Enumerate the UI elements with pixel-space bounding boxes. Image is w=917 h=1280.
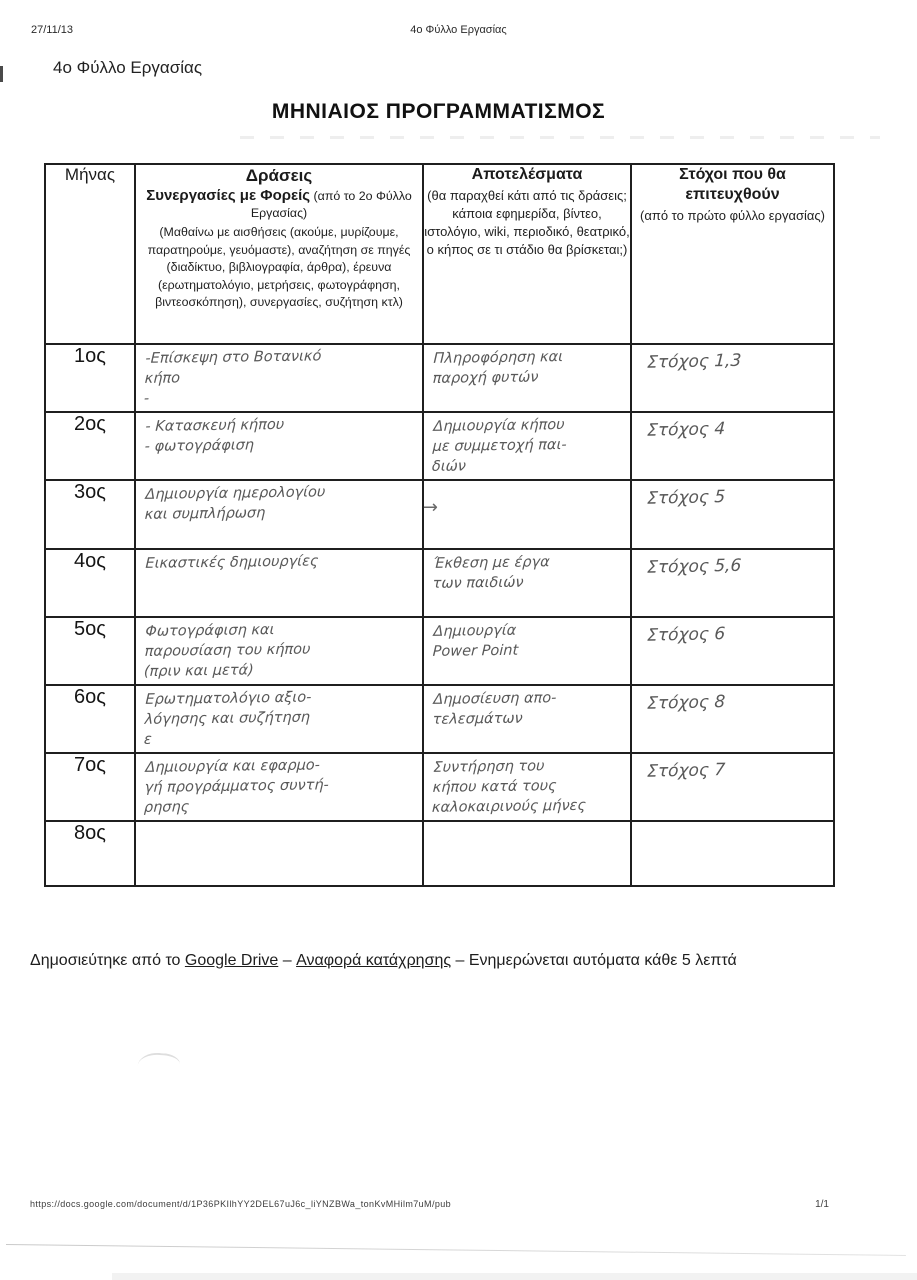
actions-cell [135, 480, 438, 549]
goals-cell [631, 344, 834, 412]
footer-dash-1: – [278, 952, 297, 969]
results-cell [423, 821, 631, 886]
scan-smudge-artifact [240, 136, 880, 139]
goals-header-title: Στόχοι που θα επιτευχθούν [679, 166, 786, 203]
month-label: 3ος [45, 480, 135, 549]
results-header-description: (θα παραχθεί κάτι από τις δράσεις; κάποια εφημερίδα, βίντεο, ιστολόγιο, wiki, περιοδικό, θεατρικό, ο κήπος σε τι στάδιο θα βρίσκεται;) [424, 188, 630, 257]
month-label: 2ος [45, 412, 135, 480]
handwritten-arrow-icon: → [422, 497, 438, 518]
results-cell [423, 617, 631, 685]
scan-edge-mark-artifact [0, 66, 3, 82]
goals-cell [631, 753, 834, 821]
goals-cell [631, 685, 834, 753]
table-row-month-6 [45, 685, 834, 753]
goals-cell [631, 821, 834, 886]
actions-cell [135, 753, 423, 821]
scan-line-artifact [6, 1244, 906, 1256]
handwritten-results: Έκθεση με έργα των παιδιών [432, 554, 550, 592]
handwritten-goals: Στόχος 7 [646, 760, 726, 782]
handwritten-actions: - Κατασκευή κήπου - φωτογράφιση [144, 416, 285, 455]
results-header-title: Αποτελέσματα [471, 166, 583, 183]
month-label: 6ος [45, 685, 135, 753]
goals-header-description: (από το πρώτο φύλλο εργασίας) [640, 208, 825, 223]
print-date: 27/11/13 [31, 24, 74, 36]
main-title: ΜΗΝΙΑΙΟΣ ΠΡΟΓΡΑΜΜΑΤΙΣΜΟΣ [271, 100, 606, 123]
results-cell [423, 753, 631, 821]
handwritten-results: Δημοσίευση απο- τελεσμάτων [432, 690, 557, 728]
google-drive-link[interactable]: Google Drive [184, 952, 279, 969]
actions-header-description: (Μαθαίνω με αισθήσεις (ακούμε, μυρίζουμε, παρατηρούμε, γευόμαστε), αναζήτηση σε πηγές (διαδίκτυο, βιβλιογραφία, άρθρα), έρευνα (ερωτηματολόγιο, μετρήσεις, φωτογράφηση, βιντεοσκόπηση), συνεργασίες, συζήτηση κτλ) [147, 225, 411, 309]
month-label: 5ος [45, 617, 135, 685]
print-header-title: 4ο Φύλλο Εργασίας [410, 24, 507, 36]
table-row-month-4 [45, 549, 834, 617]
handwritten-results [424, 819, 630, 828]
scan-edge-band-artifact [112, 1273, 917, 1280]
footer-dash-2: – [451, 952, 469, 969]
handwritten-actions: Δημιουργία και εφαρμο- γή προγράμματος συντή- ρησης [143, 757, 330, 816]
handwritten-actions: Φωτογράφιση και παρουσίαση του κήπου (πριν και μετά) [143, 622, 311, 680]
actions-cell [135, 617, 423, 685]
handwritten-goals: Στόχος 8 [646, 692, 726, 714]
results-cell [423, 549, 631, 617]
results-cell [423, 412, 631, 480]
handwritten-goals: Στόχος 6 [646, 624, 726, 646]
scan-squiggle-artifact [137, 1052, 180, 1071]
table-row-month-2 [45, 412, 834, 480]
footer-prefix: Δημοσιεύτηκε από το [30, 952, 185, 969]
month-label: 7ος [45, 753, 135, 821]
actions-header-subtitle [136, 187, 422, 222]
month-header-label: Μήνας [64, 165, 116, 184]
col-header-month [45, 164, 135, 344]
actions-header-subtitle-bold: Συνεργασίες με Φορείς [146, 187, 311, 204]
doc-title: 4ο Φύλλο Εργασίας [53, 58, 203, 77]
goals-cell [631, 549, 834, 617]
table-header-row [45, 164, 834, 344]
month-label: 4ος [45, 549, 135, 617]
monthly-planning-table [44, 163, 835, 887]
print-footer [0, 1199, 917, 1213]
actions-cell [135, 344, 423, 412]
month-label: 1ος [45, 344, 135, 412]
footer-suffix: Ενημερώνεται αυτόματα κάθε 5 λεπτά [468, 952, 737, 969]
handwritten-results: Δημιουργία Power Point [432, 622, 519, 660]
col-header-results [423, 164, 631, 344]
actions-header-subtitle-note: (από το 2ο Φύλλο Εργασίας) [250, 189, 412, 220]
goals-cell [631, 480, 834, 549]
month-label: 8ος [45, 821, 135, 886]
source-url: https://docs.google.com/document/d/1P36PKIlhYY2DEL67uJ6c_liYNZBWa_tonKvMHilm7uM/pub [30, 1199, 452, 1209]
goals-cell [631, 412, 834, 480]
results-cell [423, 344, 631, 412]
page-indicator: 1/1 [815, 1199, 829, 1210]
handwritten-actions: -Επίσκεψη στο Βοτανικό κήπο - [143, 348, 322, 407]
abuse-report-link[interactable]: Αναφορά κατάχρησης [296, 952, 452, 969]
actions-cell [135, 685, 423, 753]
results-cell [423, 480, 631, 549]
handwritten-results [424, 478, 630, 487]
results-cell [423, 685, 631, 753]
actions-cell [135, 821, 423, 886]
handwritten-results: Συντήρηση του κήπου κατά τους καλοκαιρινούς μήνες [431, 758, 587, 816]
handwritten-actions: Δημιουργία ημερολογίου και συμπλήρωση [144, 484, 326, 523]
actions-cell [135, 549, 423, 617]
table-row-month-5 [45, 617, 834, 685]
table-row-month-3 [45, 480, 834, 549]
print-header [0, 24, 917, 40]
table-row-month-8 [45, 821, 834, 886]
col-header-actions [135, 164, 423, 344]
table-row-month-7 [45, 753, 834, 821]
publish-footer [30, 948, 830, 974]
table-row-month-1 [45, 344, 834, 412]
col-header-goals [631, 164, 834, 344]
handwritten-goals: Στόχος 5 [646, 487, 726, 509]
handwritten-goals: Στόχος 4 [646, 419, 726, 441]
goals-cell [631, 617, 834, 685]
actions-cell [135, 412, 423, 480]
handwritten-goals: Στόχος 1,3 [646, 350, 742, 373]
handwritten-results: Πληροφόρηση και παροχή φυτών [432, 349, 564, 387]
handwritten-actions: Εικαστικές δημιουργίες [145, 553, 319, 572]
handwritten-goals: Στόχος 5,6 [646, 555, 742, 578]
handwritten-actions: Ερωτηματολόγιο αξιο- λόγησης και συζήτηση ε [143, 689, 312, 748]
actions-header-title: Δράσεις [245, 166, 313, 185]
handwritten-results: Δημιουργία κήπου με συμμετοχή παι- διών [431, 417, 567, 475]
